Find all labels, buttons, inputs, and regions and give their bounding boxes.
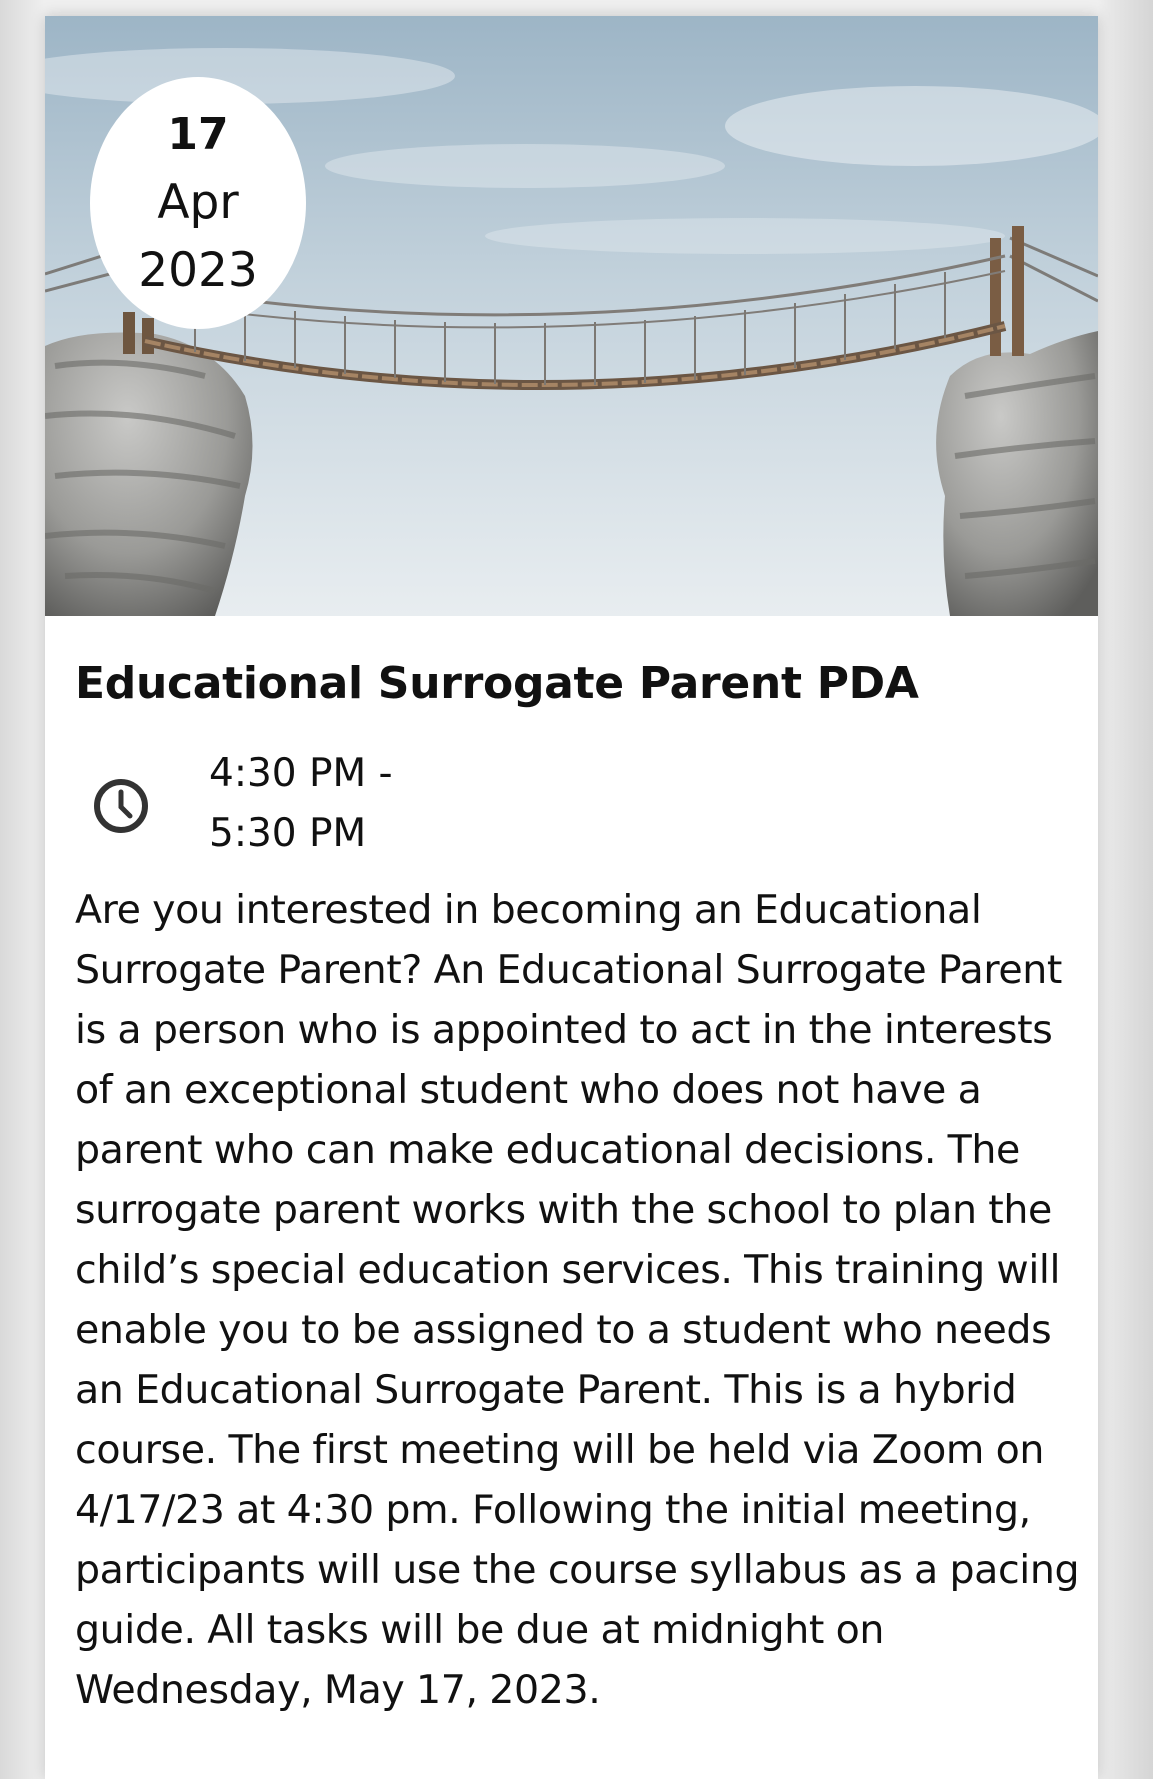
clock-icon (91, 776, 151, 836)
event-title[interactable]: Educational Surrogate Parent PDA (75, 658, 919, 709)
date-month: Apr (157, 175, 239, 230)
event-description: Are you interested in becoming an Educational Surrogate Parent? An Educational Surrogate Parent is a person who is appointed to act in the interests of an exceptional student who does not have a parent who can make educational decisions. The surrogate parent works with the school to plan the child’s special education services. This training will enable you to be assigned to a student who needs an Educational Surrogate Parent. This is a hybrid course. The first meeting will be held via Zoom on 4/17/23 at 4:30 pm. Following the initial meeting, participants will use the course syllabus as a pacing guide. All tasks will be due at midnight on Wednesday, May 17, 2023. (75, 887, 1080, 1713)
event-time (75, 744, 675, 874)
event-image (45, 16, 1098, 616)
date-day: 17 (167, 109, 229, 160)
time-end: 5:30 PM (209, 811, 367, 856)
date-badge (90, 77, 306, 329)
date-year: 2023 (138, 243, 258, 298)
event-card[interactable] (45, 16, 1098, 1779)
time-start: 4:30 PM - (209, 751, 393, 796)
time-range (209, 744, 393, 864)
